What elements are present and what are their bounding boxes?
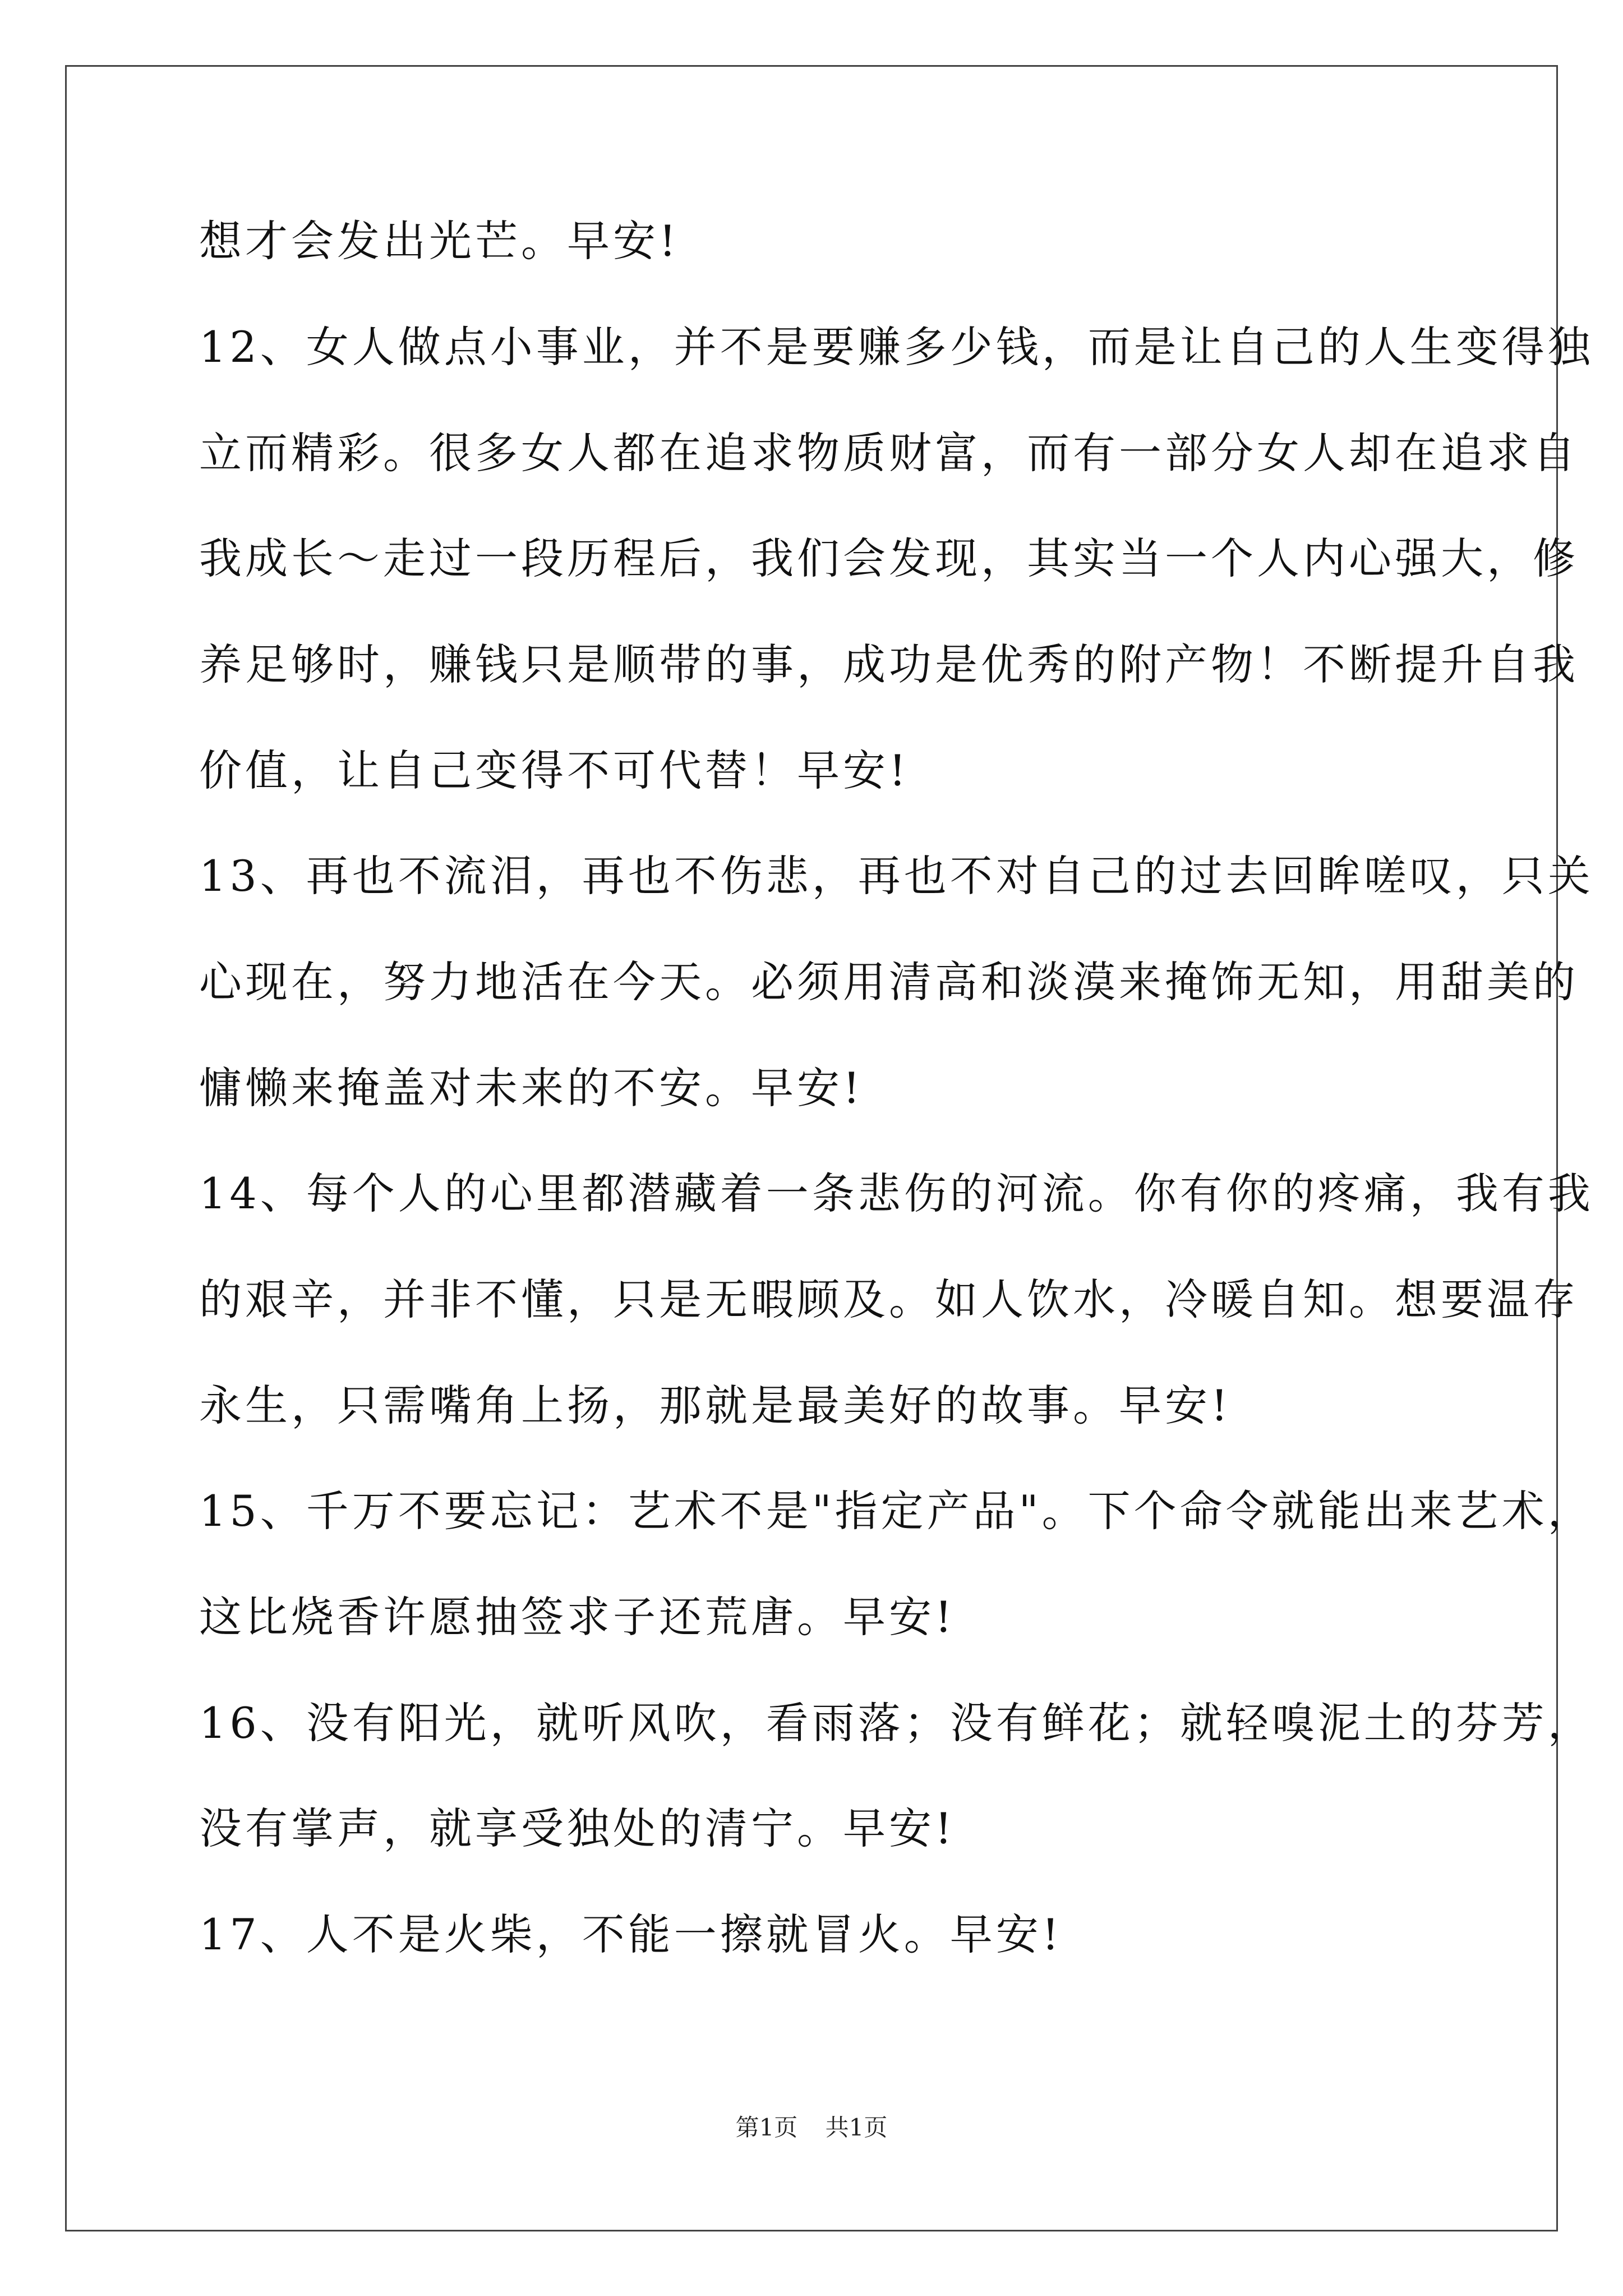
- text-line: 心现在，努力地活在今天。必须用清高和淡漠来掩饰无知，用甜美的: [199, 957, 1579, 1007]
- text-line: 价值，让自己变得不可代替！早安!: [199, 746, 910, 795]
- text-line: 12、女人做点小事业，并不是要赚多少钱，而是让自己的人生变得独: [199, 322, 1594, 372]
- text-line: 想才会发出光芒。早安!: [199, 216, 680, 266]
- text-line: 13、再也不流泪，再也不伤悲，再也不对自己的过去回眸嗟叹，只关: [199, 851, 1594, 901]
- text-line: 14、每个人的心里都潜藏着一条悲伤的河流。你有你的疼痛，我有我: [199, 1168, 1594, 1218]
- text-line: 永生，只需嘴角上扬，那就是最美好的故事。早安!: [199, 1381, 1232, 1430]
- page-count: 共1页: [825, 2114, 888, 2141]
- text-line: 17、人不是火柴，不能一擦就冒火。早安!: [199, 1910, 1063, 1959]
- text-line: 16、没有阳光，就听风吹，看雨落；没有鲜花；就轻嗅泥土的芬芳，: [199, 1698, 1594, 1748]
- text-line: 这比烧香许愿抽签求子还荒唐。早安!: [199, 1592, 956, 1642]
- text-line: 慵懒来掩盖对未来的不安。早安!: [199, 1063, 864, 1113]
- text-line: 15、千万不要忘记：艺术不是"指定产品"。下个命令就能出来艺术，: [199, 1486, 1594, 1536]
- page-number: 第1页: [735, 2114, 798, 2141]
- page-footer: [0, 2109, 1623, 2143]
- text-line: 立而精彩。很多女人都在追求物质财富，而有一部分女人却在追求自: [199, 428, 1579, 478]
- text-line: 养足够时，赚钱只是顺带的事，成功是优秀的附产物！不断提升自我: [199, 639, 1579, 689]
- text-line: 没有掌声，就享受独处的清宁。早安!: [199, 1803, 956, 1853]
- text-line: 我成长～走过一段历程后，我们会发现，其实当一个人内心强大，修: [199, 533, 1579, 583]
- text-line: 的艰辛，并非不懂，只是无暇顾及。如人饮水，冷暖自知。想要温存: [199, 1274, 1579, 1324]
